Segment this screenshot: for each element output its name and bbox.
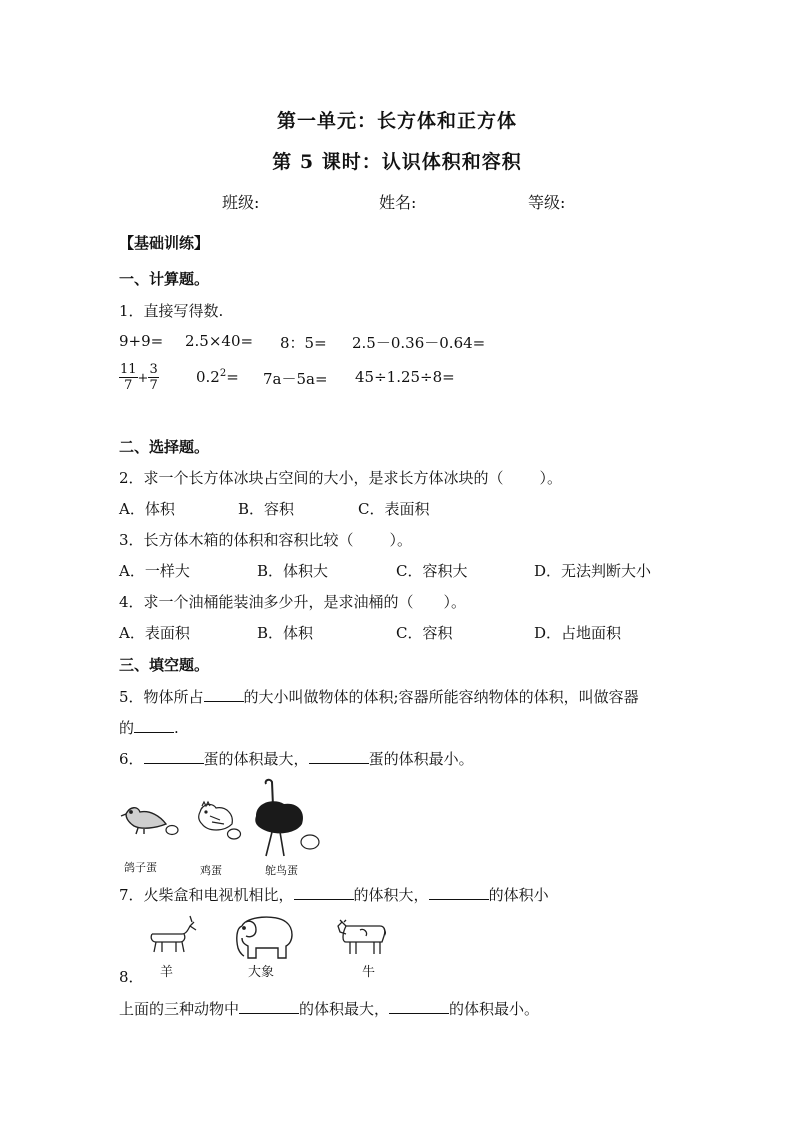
question-5-line-2 [119, 717, 179, 738]
question-stem: 的体积最小。 [449, 1000, 540, 1018]
class-label: 班级: [222, 193, 260, 212]
elephant-icon [237, 917, 292, 958]
animals-illustration [146, 912, 386, 964]
question-stem: 蛋的体积最小。 [368, 750, 474, 768]
chicken-icon [199, 802, 233, 830]
caption-elephant: 大象 [248, 965, 275, 980]
cow-icon [338, 920, 386, 954]
fraction-numerator: 3 [149, 362, 158, 377]
page-title: 第一单元：长方体和正方体 [276, 110, 517, 132]
question-stem: 3．长方体木箱的体积和容积比较（ [119, 531, 354, 549]
option: D．无法判断大小 [534, 562, 652, 580]
question-end: ）。 [389, 531, 413, 549]
name-label: 姓名: [379, 193, 417, 212]
fraction-numerator: 11 [120, 362, 137, 377]
power-exponent: 2 [219, 368, 227, 379]
fraction [148, 362, 158, 393]
question-2-text [119, 467, 562, 488]
question-5-line-1 [119, 686, 639, 707]
section-basic-training: 【基础训练】 [119, 234, 210, 252]
option: C．容积大 [396, 562, 468, 580]
question-8-text [119, 998, 539, 1019]
question-stem: 上面的三种动物中 [119, 1000, 240, 1018]
section-choice-title: 二、选择题。 [119, 438, 210, 456]
question-4-text [119, 591, 466, 612]
fraction [119, 362, 138, 393]
question-stem: 4．求一个油桶能装油多少升，是求油桶的（ [119, 593, 414, 611]
question-end: ）。 [539, 469, 563, 487]
section-fill-title: 三、填空题。 [119, 656, 210, 674]
section-calculation-title: 一、计算题。 [119, 270, 210, 288]
caption-goat: 羊 [160, 965, 174, 980]
goat-icon [151, 916, 196, 952]
ostrich-icon [255, 780, 303, 856]
answer-blank[interactable] [144, 749, 204, 764]
page-subtitle: 第 5 课时：认识体积和容积 [272, 151, 522, 173]
question-end: ）。 [443, 593, 467, 611]
fraction-sum [119, 362, 159, 393]
question-stem: 5．物体所占 [119, 688, 204, 706]
option: A．表面积 [119, 624, 190, 642]
power-base: 0.2 [196, 368, 220, 386]
question-8-number: 8． [119, 968, 144, 986]
birds-eggs-illustration [116, 776, 346, 860]
ostrich-egg-icon [301, 835, 319, 849]
question-stem: 7．火柴盒和电视机相比， [119, 886, 294, 904]
answer-blank[interactable] [204, 687, 244, 702]
answer-blank[interactable] [239, 999, 299, 1014]
caption-chicken-egg: 鸡蛋 [200, 864, 222, 877]
fraction-denominator: 7 [124, 378, 133, 393]
caption-cow: 牛 [362, 965, 376, 980]
option: C．表面积 [358, 500, 430, 518]
question-end: . [174, 719, 179, 737]
grade-label: 等级: [528, 193, 566, 212]
question-stem: 的 [119, 719, 135, 737]
question-stem: 2．求一个长方体冰块占空间的大小，是求长方体冰块的（ [119, 469, 504, 487]
calc-item [196, 368, 239, 386]
answer-blank[interactable] [294, 885, 354, 900]
option: B．体积大 [257, 562, 329, 580]
pigeon-icon [121, 808, 166, 834]
option: D．占地面积 [534, 624, 622, 642]
option: C．容积 [396, 624, 453, 642]
pigeon-egg-icon [166, 826, 178, 835]
calc-item: 8：5= [280, 334, 327, 352]
option: A．一样大 [119, 562, 190, 580]
answer-blank[interactable] [429, 885, 489, 900]
calc-item: 45÷1.25÷8= [355, 368, 455, 386]
question-stem: 的大小叫做物体的体积;容器所能容纳物体的体积，叫做容器 [243, 688, 639, 706]
answer-blank[interactable] [389, 999, 449, 1014]
answer-blank[interactable] [134, 718, 174, 733]
answer-blank[interactable] [309, 749, 369, 764]
caption-ostrich-egg: 鸵鸟蛋 [265, 864, 298, 877]
question-stem: 的体积最大， [299, 1000, 390, 1018]
calc-item: 2.5×40= [185, 332, 254, 350]
chicken-egg-icon [228, 829, 241, 839]
option: A．体积 [119, 500, 175, 518]
question-7-text [119, 884, 549, 905]
calc-item: 7a－5a= [263, 370, 328, 388]
question-stem: 的体积大， [353, 886, 429, 904]
question-number: 6． [119, 750, 144, 768]
question-stem: 蛋的体积最大， [203, 750, 309, 768]
question-stem: 的体积小 [488, 886, 549, 904]
question-3-text [119, 529, 412, 550]
question-1-text: 1．直接写得数. [119, 302, 224, 320]
fraction-denominator: 7 [149, 378, 158, 393]
option: B．体积 [257, 624, 314, 642]
calc-item: 2.5－0.36－0.64= [352, 334, 486, 352]
plus-sign: + [137, 371, 149, 386]
question-6-text [119, 748, 474, 769]
option: B．容积 [238, 500, 295, 518]
calc-item: 9+9= [119, 332, 164, 350]
caption-pigeon-egg: 鸽子蛋 [124, 861, 157, 874]
equals-sign: = [226, 368, 239, 386]
